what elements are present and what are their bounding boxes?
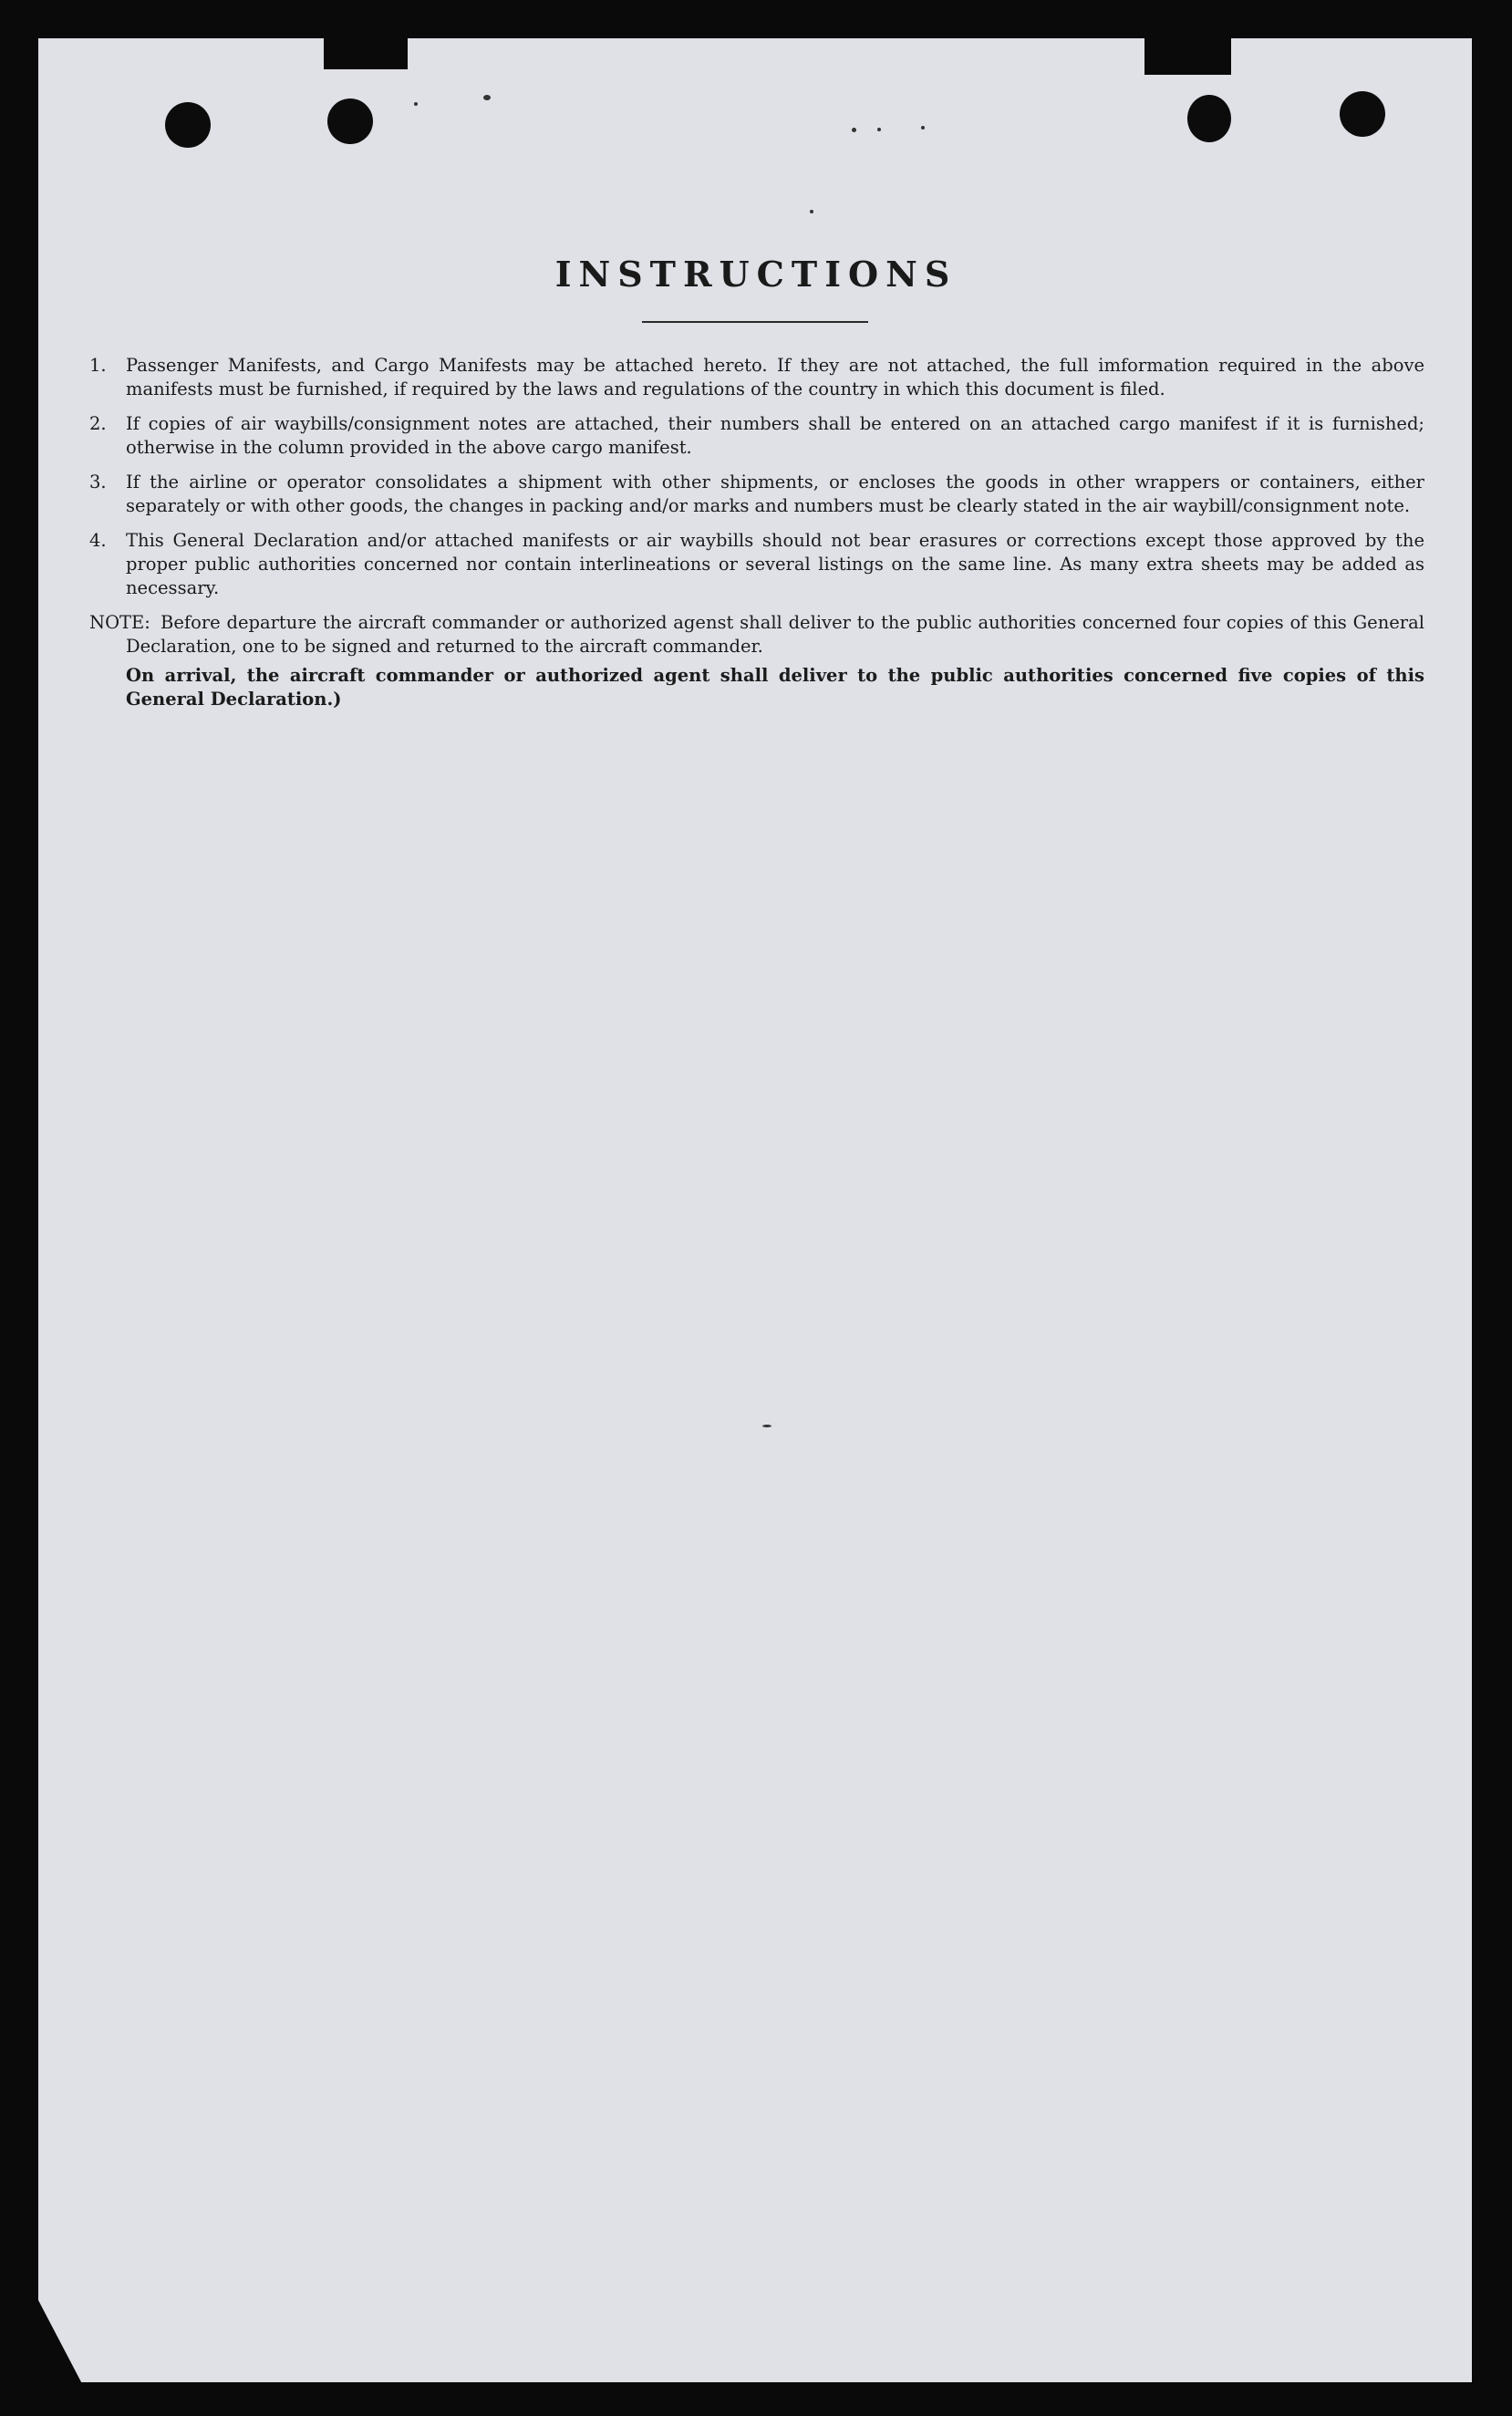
title-underline <box>642 321 868 323</box>
punch-hole <box>165 102 211 148</box>
instruction-item <box>89 471 1424 518</box>
item-number: 4. <box>89 530 107 551</box>
scan-speck <box>414 102 418 106</box>
binding-tab-left <box>324 38 408 69</box>
item-text: This General Declaration and/or attached manifests or air waybills should not bear erasures or corrections except those approved by the proper public authorities concerned nor contain interlineations or several listings on the same line. As many extra sheets may be added as necessary. <box>126 530 1424 598</box>
item-number: 3. <box>89 472 107 493</box>
instructions-body <box>89 354 1424 717</box>
punch-hole <box>1187 95 1231 142</box>
page-title: INSTRUCTIONS <box>554 254 958 295</box>
scan-speck <box>762 1425 772 1427</box>
scan-speck <box>810 210 813 213</box>
instruction-item <box>89 529 1424 600</box>
item-text: Passenger Manifests, and Cargo Manifests may be attached hereto. If they are not attached, the full imformation required in the above manifests must be furnished, if required by the laws and regulations of the country in which this document is filed. <box>126 355 1424 399</box>
item-text: If copies of air waybills/consignment notes are attached, their numbers shall be entered on an attached cargo manifest if it is furnished; otherwise in the column provided in the above cargo manifest. <box>126 413 1424 458</box>
note-arrival-text: On arrival, the aircraft commander or authorized agent shall deliver to the public authorities concerned five copies of this General Declaration.) <box>126 665 1424 710</box>
note-label: NOTE: <box>89 612 150 633</box>
item-number: 2. <box>89 413 107 434</box>
scan-speck <box>921 126 925 130</box>
note-arrival-paragraph <box>89 664 1424 711</box>
punch-hole <box>327 99 373 144</box>
instruction-item <box>89 412 1424 460</box>
binding-tab-right <box>1144 38 1231 75</box>
item-number: 1. <box>89 355 107 376</box>
instruction-item <box>89 354 1424 401</box>
punch-hole <box>1340 91 1385 137</box>
note-paragraph <box>89 611 1424 658</box>
item-text: If the airline or operator consolidates a shipment with other shipments, or encloses the goods in other wrappers or containers, either separately or with other goods, the changes in packing and/or marks and numbers must be clearly stated in the air waybill/consignment note. <box>126 472 1424 516</box>
scan-speck <box>483 95 491 100</box>
scan-speck <box>852 128 856 132</box>
note-text: Before departure the aircraft commander or authorized agenst shall deliver to the public authorities concerned four copies of this General Declaration, one to be signed and returned to the aircraft commander. <box>126 612 1424 657</box>
scan-speck <box>877 128 881 131</box>
